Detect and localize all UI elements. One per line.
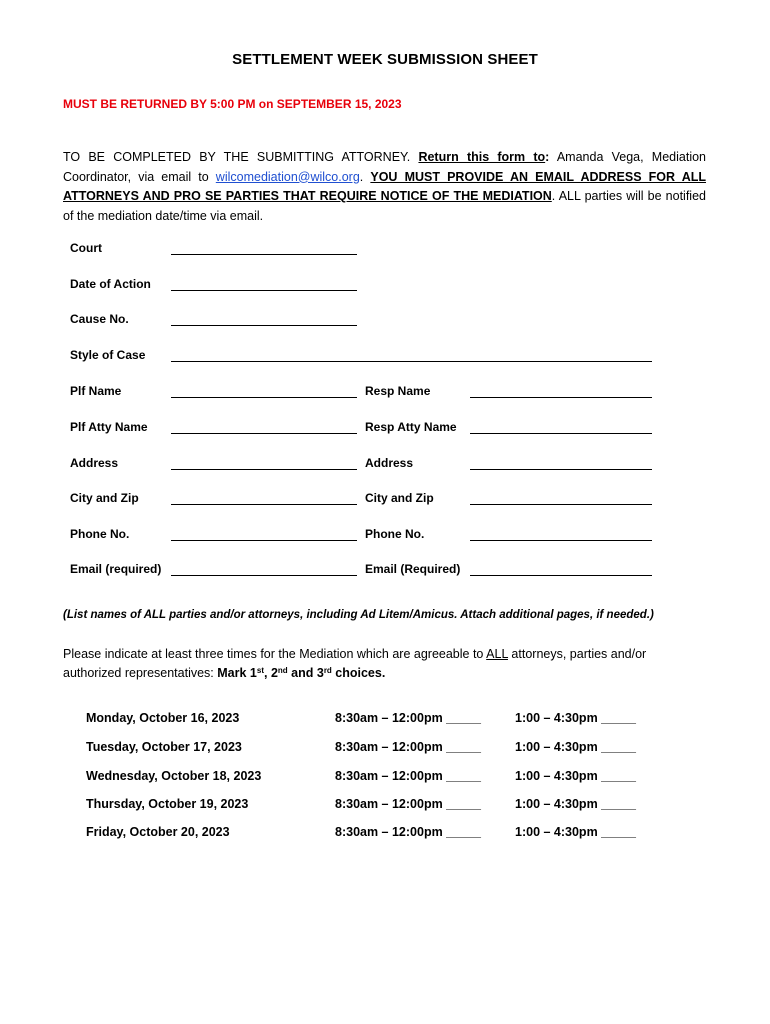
plf-atty-name-label: Plf Atty Name	[70, 420, 148, 434]
resp-name-field[interactable]	[470, 397, 652, 398]
schedule-row-thursday	[0, 797, 770, 817]
name-row	[0, 384, 770, 404]
schedule-morning-slot[interactable]: 8:30am – 12:00pm _____	[335, 825, 481, 839]
style-of-case-label: Style of Case	[70, 348, 146, 362]
schedule-afternoon-slot[interactable]: 1:00 – 4:30pm _____	[515, 825, 636, 839]
preference-instructions	[63, 645, 683, 683]
city-zip-row	[0, 491, 770, 511]
resp-email-label: Email (Required)	[365, 562, 461, 576]
pref-st: st	[256, 666, 264, 675]
cause-no-row	[0, 312, 770, 332]
resp-name-label: Resp Name	[365, 384, 431, 398]
schedule-day: Tuesday, October 17, 2023	[86, 740, 242, 754]
court-field[interactable]	[171, 254, 357, 255]
schedule-row-tuesday	[0, 740, 770, 760]
plf-city-zip-field[interactable]	[171, 504, 357, 505]
court-row	[0, 241, 770, 261]
plf-address-field[interactable]	[171, 469, 357, 470]
schedule-afternoon-slot[interactable]: 1:00 – 4:30pm _____	[515, 740, 636, 754]
intro-paragraph	[63, 148, 706, 226]
pref-nd: nd	[277, 666, 288, 675]
plf-city-zip-label: City and Zip	[70, 491, 139, 505]
schedule-morning-slot[interactable]: 8:30am – 12:00pm _____	[335, 769, 481, 783]
intro-text-1: TO BE COMPLETED BY THE SUBMITTING ATTORNEY.	[63, 150, 419, 164]
return-colon: :	[545, 150, 550, 164]
parties-note: (List names of ALL parties and/or attorneys, including Ad Litem/Amicus. Attach additional pages, if needed.)	[63, 609, 654, 621]
return-label: Return this form to	[418, 150, 546, 164]
schedule-afternoon-slot[interactable]: 1:00 – 4:30pm _____	[515, 797, 636, 811]
schedule-day: Wednesday, October 18, 2023	[86, 769, 262, 783]
schedule-day: Thursday, October 19, 2023	[86, 797, 249, 811]
pref-end: choices.	[331, 666, 386, 680]
date-of-action-row	[0, 277, 770, 297]
schedule-row-friday	[0, 825, 770, 845]
schedule-afternoon-slot[interactable]: 1:00 – 4:30pm _____	[515, 711, 636, 725]
schedule-day: Monday, October 16, 2023	[86, 711, 240, 725]
schedule-row-monday	[0, 711, 770, 731]
court-label: Court	[70, 241, 102, 255]
deadline-notice: MUST BE RETURNED BY 5:00 PM on SEPTEMBER 15, 2023	[63, 97, 402, 111]
plf-name-field[interactable]	[171, 397, 357, 398]
atty-name-row	[0, 420, 770, 440]
plf-address-label: Address	[70, 456, 119, 470]
intro-text-4: . ALL parties will be notified of the mediation date/time via email.	[63, 189, 706, 223]
resp-address-field[interactable]	[470, 469, 652, 470]
pref-rd: rd	[323, 666, 332, 675]
plf-phone-field[interactable]	[171, 540, 357, 541]
email-row	[0, 562, 770, 582]
plf-name-label: Plf Name	[70, 384, 122, 398]
plf-email-label: Email (required)	[70, 562, 162, 576]
date-of-action-field[interactable]	[171, 290, 357, 291]
style-of-case-field[interactable]	[171, 361, 652, 362]
email-link[interactable]: wilcomediation@wilco.org	[215, 169, 360, 184]
pref-mark-text: Mark 1	[217, 666, 257, 680]
address-row	[0, 456, 770, 476]
schedule-afternoon-slot[interactable]: 1:00 – 4:30pm _____	[515, 769, 636, 783]
schedule-morning-slot[interactable]: 8:30am – 12:00pm _____	[335, 740, 481, 754]
style-of-case-row	[0, 348, 770, 368]
schedule-row-wednesday	[0, 769, 770, 789]
date-of-action-label: Date of Action	[70, 277, 151, 291]
pref-mark	[217, 666, 385, 680]
must-provide-email-notice: YOU MUST PROVIDE AN EMAIL ADDRESS FOR ALL ATTORNEYS AND PRO SE PARTIES THAT REQUIRE NOTICE OF THE MEDIATION	[63, 169, 706, 203]
resp-email-field[interactable]	[470, 575, 652, 576]
resp-city-zip-label: City and Zip	[365, 491, 434, 505]
schedule-morning-slot[interactable]: 8:30am – 12:00pm _____	[335, 711, 481, 725]
pref-all: ALL	[486, 647, 508, 661]
schedule-day: Friday, October 20, 2023	[86, 825, 230, 839]
intro-text-2: Amanda Vega, Mediation Coordinator, via email to	[63, 150, 706, 184]
plf-email-field[interactable]	[171, 575, 357, 576]
resp-atty-name-field[interactable]	[470, 433, 652, 434]
resp-atty-name-label: Resp Atty Name	[365, 420, 457, 434]
schedule-morning-slot[interactable]: 8:30am – 12:00pm _____	[335, 797, 481, 811]
intro-text-3: .	[359, 169, 371, 184]
cause-no-label: Cause No.	[70, 312, 129, 326]
pref-text-2: attorneys, parties and/or authorized representatives:	[63, 647, 647, 680]
resp-city-zip-field[interactable]	[470, 504, 652, 505]
pref-sep-2: and 3	[287, 666, 324, 680]
resp-phone-label: Phone No.	[365, 527, 425, 541]
pref-text-1: Please indicate at least three times for the Mediation which are agreeable to	[63, 647, 487, 661]
plf-phone-label: Phone No.	[70, 527, 130, 541]
phone-row	[0, 527, 770, 547]
cause-no-field[interactable]	[171, 325, 357, 326]
resp-address-label: Address	[365, 456, 414, 470]
plf-atty-name-field[interactable]	[171, 433, 357, 434]
resp-phone-field[interactable]	[470, 540, 652, 541]
pref-sep-1: , 2	[264, 666, 278, 680]
page-title: SETTLEMENT WEEK SUBMISSION SHEET	[232, 51, 538, 68]
